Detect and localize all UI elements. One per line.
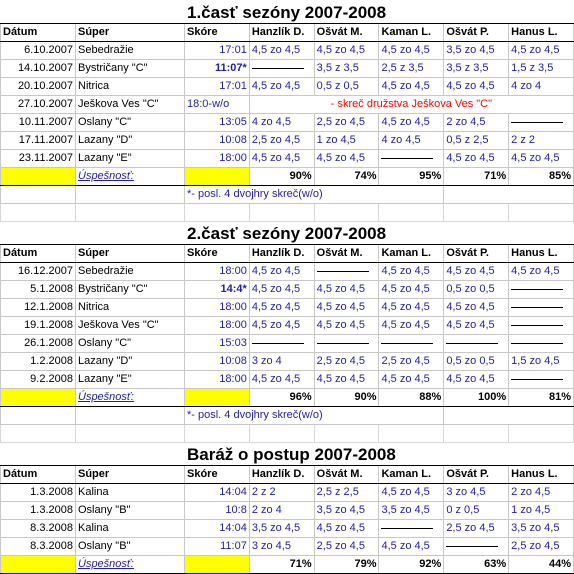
- empty-cell[interactable]: [1, 1, 76, 24]
- score-cell[interactable]: 18:00: [185, 371, 250, 389]
- player-result-cell[interactable]: 4,5 zo 4,5: [314, 317, 379, 335]
- empty-cell[interactable]: [185, 425, 250, 443]
- success-percent[interactable]: 44%: [509, 556, 574, 574]
- player-result-cell[interactable]: [379, 150, 444, 168]
- player-result-cell[interactable]: 1,5 zo 4,5: [509, 353, 574, 371]
- forfeit-note[interactable]: - skreč družstva Ješkova Ves "C": [249, 96, 573, 114]
- player-result-cell[interactable]: 4,5 zo 4,5: [249, 263, 314, 281]
- yellow-cell[interactable]: [1, 389, 76, 407]
- column-header-row: [1, 466, 574, 484]
- player-result-cell[interactable]: 4,5 zo 4,5: [379, 317, 444, 335]
- player-result-cell[interactable]: 4,5 zo 4,5: [249, 317, 314, 335]
- dash-line: [381, 343, 433, 344]
- column-header[interactable]: Ošvát P.: [444, 245, 509, 263]
- dash-line: [446, 546, 498, 547]
- player-result-cell[interactable]: 4,5 zo 4,5: [314, 371, 379, 389]
- player-result-cell[interactable]: 4,5 zo 4,5: [444, 150, 509, 168]
- match-row: [1, 281, 574, 299]
- success-label[interactable]: Úspešnosť:: [76, 389, 185, 407]
- player-result-cell[interactable]: 2 z 2: [509, 132, 574, 150]
- dash-line: [381, 528, 433, 529]
- empty-cell[interactable]: [76, 204, 185, 222]
- date-cell[interactable]: 12.1.2008: [1, 299, 76, 317]
- date-cell[interactable]: 26.1.2008: [1, 335, 76, 353]
- column-header[interactable]: Ošvát M.: [314, 24, 379, 42]
- player-result-cell[interactable]: 0,5 z 0,5: [314, 78, 379, 96]
- opponent-cell[interactable]: Lazany "D": [76, 132, 185, 150]
- player-result-cell[interactable]: 4,5 zo 4,5: [379, 484, 444, 502]
- player-result-cell[interactable]: 4,5 zo 4,5: [379, 114, 444, 132]
- player-result-cell[interactable]: 2,5 z 3,5: [379, 60, 444, 78]
- yellow-cell[interactable]: [185, 168, 250, 186]
- column-header[interactable]: Dátum: [1, 24, 76, 42]
- column-header[interactable]: Kaman L.: [379, 24, 444, 42]
- date-cell[interactable]: 1.3.2008: [1, 484, 76, 502]
- match-row: [1, 335, 574, 353]
- success-percent[interactable]: 88%: [379, 389, 444, 407]
- player-result-cell[interactable]: 4,5 zo 4,5: [379, 78, 444, 96]
- match-row: [1, 42, 574, 60]
- empty-cell[interactable]: [76, 407, 185, 425]
- section-title[interactable]: 2.časť sezóny 2007-2008: [185, 222, 444, 245]
- player-result-cell[interactable]: 4,5 zo 4,5: [379, 263, 444, 281]
- dash-line: [252, 343, 304, 344]
- column-header[interactable]: Hanus L.: [509, 24, 574, 42]
- empty-cell[interactable]: [76, 1, 185, 24]
- player-result-cell[interactable]: 3,5 zo 4,5: [379, 502, 444, 520]
- opponent-cell[interactable]: Kalina: [76, 520, 185, 538]
- match-row: [1, 371, 574, 389]
- player-result-cell[interactable]: 4,5 zo 4,5: [379, 371, 444, 389]
- dash-line: [511, 122, 563, 123]
- player-result-cell[interactable]: 3,5 zo 4,5: [314, 502, 379, 520]
- success-percent[interactable]: 79%: [314, 556, 379, 574]
- empty-cell[interactable]: [379, 204, 444, 222]
- score-cell[interactable]: 17:01: [185, 42, 250, 60]
- empty-cell[interactable]: [185, 204, 250, 222]
- score-cell[interactable]: 18:00: [185, 317, 250, 335]
- success-percent[interactable]: 95%: [379, 168, 444, 186]
- column-header[interactable]: Ošvát P.: [444, 24, 509, 42]
- blank-row: [1, 425, 574, 443]
- player-result-cell[interactable]: 3,5 z 3,5: [444, 60, 509, 78]
- success-row: [1, 168, 574, 186]
- opponent-cell[interactable]: Kalina: [76, 484, 185, 502]
- empty-cell[interactable]: [1, 407, 76, 425]
- column-header[interactable]: Ošvát P.: [444, 466, 509, 484]
- opponent-cell[interactable]: Sebedražie: [76, 42, 185, 60]
- dash-line: [511, 325, 563, 326]
- player-result-cell[interactable]: 4,5 zo 4,5: [444, 78, 509, 96]
- empty-cell[interactable]: [509, 425, 574, 443]
- success-percent[interactable]: 90%: [249, 168, 314, 186]
- match-row: [1, 502, 574, 520]
- column-header[interactable]: Hanus L.: [509, 245, 574, 263]
- date-cell[interactable]: 17.11.2007: [1, 132, 76, 150]
- player-result-cell[interactable]: 4 zo 4,5: [379, 132, 444, 150]
- success-percent[interactable]: 74%: [314, 168, 379, 186]
- match-row: [1, 78, 574, 96]
- score-cell[interactable]: 14:04: [185, 484, 250, 502]
- player-result-cell[interactable]: [509, 281, 574, 299]
- player-result-cell[interactable]: 4,5 zo 4,5: [379, 538, 444, 556]
- player-result-cell[interactable]: 4,5 zo 4,5: [509, 42, 574, 60]
- column-header[interactable]: Hanzlík D.: [249, 466, 314, 484]
- column-header[interactable]: Súper: [76, 245, 185, 263]
- player-result-cell[interactable]: 2,5 zo 4,5: [314, 114, 379, 132]
- score-cell[interactable]: 18:00: [185, 150, 250, 168]
- section-title[interactable]: Baráž o postup 2007-2008: [185, 443, 444, 466]
- player-result-cell[interactable]: 4,5 zo 4,5: [379, 42, 444, 60]
- player-result-cell[interactable]: 1 zo 4,5: [314, 132, 379, 150]
- opponent-cell[interactable]: Nitrica: [76, 299, 185, 317]
- opponent-cell[interactable]: Bystričany "C": [76, 60, 185, 78]
- player-result-cell[interactable]: 4,5 zo 4,5: [509, 263, 574, 281]
- column-header[interactable]: Kaman L.: [379, 466, 444, 484]
- empty-cell[interactable]: [1, 204, 76, 222]
- player-result-cell[interactable]: [379, 335, 444, 353]
- player-result-cell[interactable]: 3 zo 4,5: [444, 484, 509, 502]
- empty-cell[interactable]: [444, 407, 574, 425]
- date-cell[interactable]: 27.10.2007: [1, 96, 76, 114]
- success-percent[interactable]: 63%: [444, 556, 509, 574]
- player-result-cell[interactable]: 3,5 zo 4,5: [509, 520, 574, 538]
- success-percent[interactable]: 85%: [509, 168, 574, 186]
- score-cell[interactable]: 18:00: [185, 299, 250, 317]
- player-result-cell[interactable]: 3,5 z 3,5: [314, 60, 379, 78]
- empty-cell[interactable]: [444, 1, 574, 24]
- score-cell[interactable]: 14:4*: [185, 281, 250, 299]
- empty-cell[interactable]: [509, 204, 574, 222]
- player-result-cell[interactable]: 4,5 zo 4,5: [314, 150, 379, 168]
- player-result-cell[interactable]: 2 zo 4: [249, 502, 314, 520]
- success-percent[interactable]: 71%: [249, 556, 314, 574]
- player-result-cell[interactable]: 0,5 zo 0,5: [444, 353, 509, 371]
- player-result-cell[interactable]: 4,5 zo 4,5: [249, 281, 314, 299]
- player-result-cell[interactable]: 3,5 zo 4,5: [444, 42, 509, 60]
- player-result-cell[interactable]: 4,5 zo 4,5: [249, 78, 314, 96]
- yellow-cell[interactable]: [185, 556, 250, 574]
- section-title-row: [1, 443, 574, 466]
- opponent-cell[interactable]: Lazany "E": [76, 150, 185, 168]
- success-percent[interactable]: 71%: [444, 168, 509, 186]
- success-percent[interactable]: 81%: [509, 389, 574, 407]
- opponent-cell[interactable]: Ješkova Ves "C": [76, 96, 185, 114]
- note-row: [1, 407, 574, 425]
- score-cell[interactable]: 13:05: [185, 114, 250, 132]
- column-header[interactable]: Skóre: [185, 245, 250, 263]
- section-title-row: [1, 222, 574, 245]
- column-header[interactable]: Ošvát M.: [314, 466, 379, 484]
- column-header[interactable]: Hanus L.: [509, 466, 574, 484]
- empty-cell[interactable]: [1, 186, 76, 204]
- empty-cell[interactable]: [76, 443, 185, 466]
- column-header-row: [1, 24, 574, 42]
- player-result-cell[interactable]: 4,5 zo 4,5: [249, 299, 314, 317]
- success-percent[interactable]: 96%: [249, 389, 314, 407]
- player-result-cell[interactable]: 4,5 zo 4,5: [379, 299, 444, 317]
- opponent-cell[interactable]: Ješkova Ves "C": [76, 317, 185, 335]
- empty-cell[interactable]: [1, 443, 76, 466]
- match-row: [1, 520, 574, 538]
- note-row: [1, 186, 574, 204]
- opponent-cell[interactable]: Oslany "C": [76, 114, 185, 132]
- player-result-cell[interactable]: 2,5 zo 4,5: [444, 520, 509, 538]
- date-cell[interactable]: 20.10.2007: [1, 78, 76, 96]
- date-cell[interactable]: 9.2.2008: [1, 371, 76, 389]
- player-result-cell[interactable]: 4,5 zo 4,5: [444, 371, 509, 389]
- empty-cell[interactable]: [314, 425, 379, 443]
- empty-cell[interactable]: [249, 204, 314, 222]
- player-result-cell[interactable]: [249, 335, 314, 353]
- empty-cell[interactable]: [249, 425, 314, 443]
- player-result-cell[interactable]: 1,5 z 3,5: [509, 60, 574, 78]
- opponent-cell[interactable]: Nitrica: [76, 78, 185, 96]
- opponent-cell[interactable]: Sebedražie: [76, 263, 185, 281]
- column-header[interactable]: Ošvát M.: [314, 245, 379, 263]
- empty-cell[interactable]: [1, 222, 76, 245]
- player-result-cell[interactable]: 2,5 z 2,5: [314, 484, 379, 502]
- success-percent[interactable]: 90%: [314, 389, 379, 407]
- player-result-cell[interactable]: 4,5 zo 4,5: [509, 150, 574, 168]
- player-result-cell[interactable]: 4,5 zo 4,5: [314, 520, 379, 538]
- player-result-cell[interactable]: 4,5 zo 4,5: [249, 42, 314, 60]
- empty-cell[interactable]: [76, 186, 185, 204]
- score-cell[interactable]: 11:07: [185, 538, 250, 556]
- player-result-cell[interactable]: 4,5 zo 4,5: [444, 263, 509, 281]
- empty-cell[interactable]: [444, 204, 509, 222]
- player-result-cell[interactable]: 4,5 zo 4,5: [314, 299, 379, 317]
- match-row: [1, 150, 574, 168]
- dash-line: [317, 343, 369, 344]
- empty-cell[interactable]: [76, 425, 185, 443]
- player-result-cell[interactable]: 2,5 zo 4,5: [249, 132, 314, 150]
- date-cell[interactable]: 10.11.2007: [1, 114, 76, 132]
- empty-cell[interactable]: [1, 425, 76, 443]
- date-cell[interactable]: 14.10.2007: [1, 60, 76, 78]
- match-row: [1, 263, 574, 281]
- player-result-cell[interactable]: 2 zo 4,5: [509, 484, 574, 502]
- player-result-cell[interactable]: [509, 335, 574, 353]
- success-label[interactable]: Úspešnosť:: [76, 168, 185, 186]
- dash-line: [381, 158, 433, 159]
- yellow-cell[interactable]: [185, 389, 250, 407]
- column-header[interactable]: Hanzlík D.: [249, 245, 314, 263]
- empty-cell[interactable]: [444, 443, 574, 466]
- player-result-cell[interactable]: [379, 520, 444, 538]
- player-result-cell[interactable]: 3 zo 4: [249, 353, 314, 371]
- column-header-row: [1, 245, 574, 263]
- date-cell[interactable]: 19.1.2008: [1, 317, 76, 335]
- opponent-cell[interactable]: Bystričany "C": [76, 281, 185, 299]
- empty-cell[interactable]: [444, 222, 574, 245]
- empty-cell[interactable]: [314, 204, 379, 222]
- player-result-cell[interactable]: 2 z 2: [249, 484, 314, 502]
- section-title-row: [1, 1, 574, 24]
- score-cell[interactable]: 10:8: [185, 502, 250, 520]
- empty-cell[interactable]: [379, 425, 444, 443]
- player-result-cell[interactable]: 1 zo 4,5: [509, 502, 574, 520]
- player-result-cell[interactable]: 4,5 zo 4,5: [314, 281, 379, 299]
- date-cell[interactable]: 8.3.2008: [1, 520, 76, 538]
- player-result-cell[interactable]: 4 zo 4,5: [249, 114, 314, 132]
- player-result-cell[interactable]: [509, 371, 574, 389]
- player-result-cell[interactable]: [249, 60, 314, 78]
- player-result-cell[interactable]: [509, 317, 574, 335]
- player-result-cell[interactable]: [509, 299, 574, 317]
- player-result-cell[interactable]: 0 z 0,5: [444, 502, 509, 520]
- column-header[interactable]: Hanzlík D.: [249, 24, 314, 42]
- player-result-cell[interactable]: 4,5 zo 4,5: [249, 150, 314, 168]
- dash-line: [317, 271, 369, 272]
- player-result-cell[interactable]: [444, 335, 509, 353]
- dash-line: [252, 68, 304, 69]
- player-result-cell[interactable]: 4,5 zo 4,5: [379, 281, 444, 299]
- player-result-cell[interactable]: 2,5 zo 4,5: [379, 353, 444, 371]
- success-percent[interactable]: 100%: [444, 389, 509, 407]
- player-result-cell[interactable]: 3 zo 4,5: [249, 538, 314, 556]
- success-label[interactable]: Úspešnosť:: [76, 556, 185, 574]
- column-header[interactable]: Kaman L.: [379, 245, 444, 263]
- score-cell[interactable]: 10:08: [185, 132, 250, 150]
- blank-row: [1, 204, 574, 222]
- date-cell[interactable]: 23.11.2007: [1, 150, 76, 168]
- column-header[interactable]: Súper: [76, 466, 185, 484]
- match-row: [1, 132, 574, 150]
- player-result-cell[interactable]: 0,5 z 2,5: [444, 132, 509, 150]
- footnote[interactable]: *- posl. 4 dvojhry skreč(w/o): [185, 407, 444, 425]
- opponent-cell[interactable]: Lazany "E": [76, 371, 185, 389]
- player-result-cell[interactable]: 4,5 zo 4,5: [444, 317, 509, 335]
- column-header[interactable]: Dátum: [1, 466, 76, 484]
- dash-line: [511, 307, 563, 308]
- score-cell[interactable]: 11:07*: [185, 60, 250, 78]
- dash-line: [511, 343, 563, 344]
- date-cell[interactable]: 6.10.2007: [1, 42, 76, 60]
- footnote[interactable]: *- posl. 4 dvojhry skreč(w/o): [185, 186, 444, 204]
- score-cell[interactable]: 15:03: [185, 335, 250, 353]
- column-header[interactable]: Súper: [76, 24, 185, 42]
- column-header[interactable]: Skóre: [185, 24, 250, 42]
- match-row: [1, 484, 574, 502]
- match-row: [1, 114, 574, 132]
- player-result-cell[interactable]: [444, 538, 509, 556]
- match-row: [1, 317, 574, 335]
- date-cell[interactable]: 1.2.2008: [1, 353, 76, 371]
- player-result-cell[interactable]: 0,5 zo 0,5: [444, 281, 509, 299]
- success-row: [1, 389, 574, 407]
- player-result-cell[interactable]: [314, 263, 379, 281]
- match-row: [1, 96, 574, 114]
- player-result-cell[interactable]: 4 zo 4: [509, 78, 574, 96]
- yellow-cell[interactable]: [1, 168, 76, 186]
- dash-line: [446, 343, 498, 344]
- player-result-cell[interactable]: 4,5 zo 4,5: [249, 371, 314, 389]
- score-cell[interactable]: 10:08: [185, 353, 250, 371]
- opponent-cell[interactable]: Oslany "B": [76, 538, 185, 556]
- date-cell[interactable]: 16.12.2007: [1, 263, 76, 281]
- match-row: [1, 538, 574, 556]
- date-cell[interactable]: 1.3.2008: [1, 502, 76, 520]
- player-result-cell[interactable]: 4,5 zo 4,5: [314, 42, 379, 60]
- player-result-cell[interactable]: 3,5 zo 4,5: [249, 520, 314, 538]
- column-header[interactable]: Dátum: [1, 245, 76, 263]
- opponent-cell[interactable]: Oslany "C": [76, 335, 185, 353]
- match-row: [1, 353, 574, 371]
- player-result-cell[interactable]: 2 zo 4,5: [444, 114, 509, 132]
- match-row: [1, 299, 574, 317]
- player-result-cell[interactable]: 2,5 zo 4,5: [314, 538, 379, 556]
- success-percent[interactable]: 92%: [379, 556, 444, 574]
- dash-line: [511, 289, 563, 290]
- dash-line: [511, 379, 563, 380]
- player-result-cell[interactable]: 2,5 zo 4,5: [314, 353, 379, 371]
- player-result-cell[interactable]: [509, 114, 574, 132]
- player-result-cell[interactable]: 2,5 zo 4,5: [509, 538, 574, 556]
- date-cell[interactable]: 8.3.2008: [1, 538, 76, 556]
- opponent-cell[interactable]: Lazany "D": [76, 353, 185, 371]
- yellow-cell[interactable]: [1, 556, 76, 574]
- score-cell[interactable]: 14:04: [185, 520, 250, 538]
- opponent-cell[interactable]: Oslany "B": [76, 502, 185, 520]
- empty-cell[interactable]: [444, 425, 509, 443]
- player-result-cell[interactable]: 4,5 zo 4,5: [444, 299, 509, 317]
- score-cell[interactable]: 18:00: [185, 263, 250, 281]
- match-row: [1, 60, 574, 78]
- score-cell[interactable]: 18:0-w/o: [185, 96, 250, 114]
- score-cell[interactable]: 17:01: [185, 78, 250, 96]
- section-title[interactable]: 1.časť sezóny 2007-2008: [185, 1, 444, 24]
- empty-cell[interactable]: [76, 222, 185, 245]
- player-result-cell[interactable]: [314, 335, 379, 353]
- success-row: [1, 556, 574, 574]
- empty-cell[interactable]: [444, 186, 574, 204]
- date-cell[interactable]: 5.1.2008: [1, 281, 76, 299]
- column-header[interactable]: Skóre: [185, 466, 250, 484]
